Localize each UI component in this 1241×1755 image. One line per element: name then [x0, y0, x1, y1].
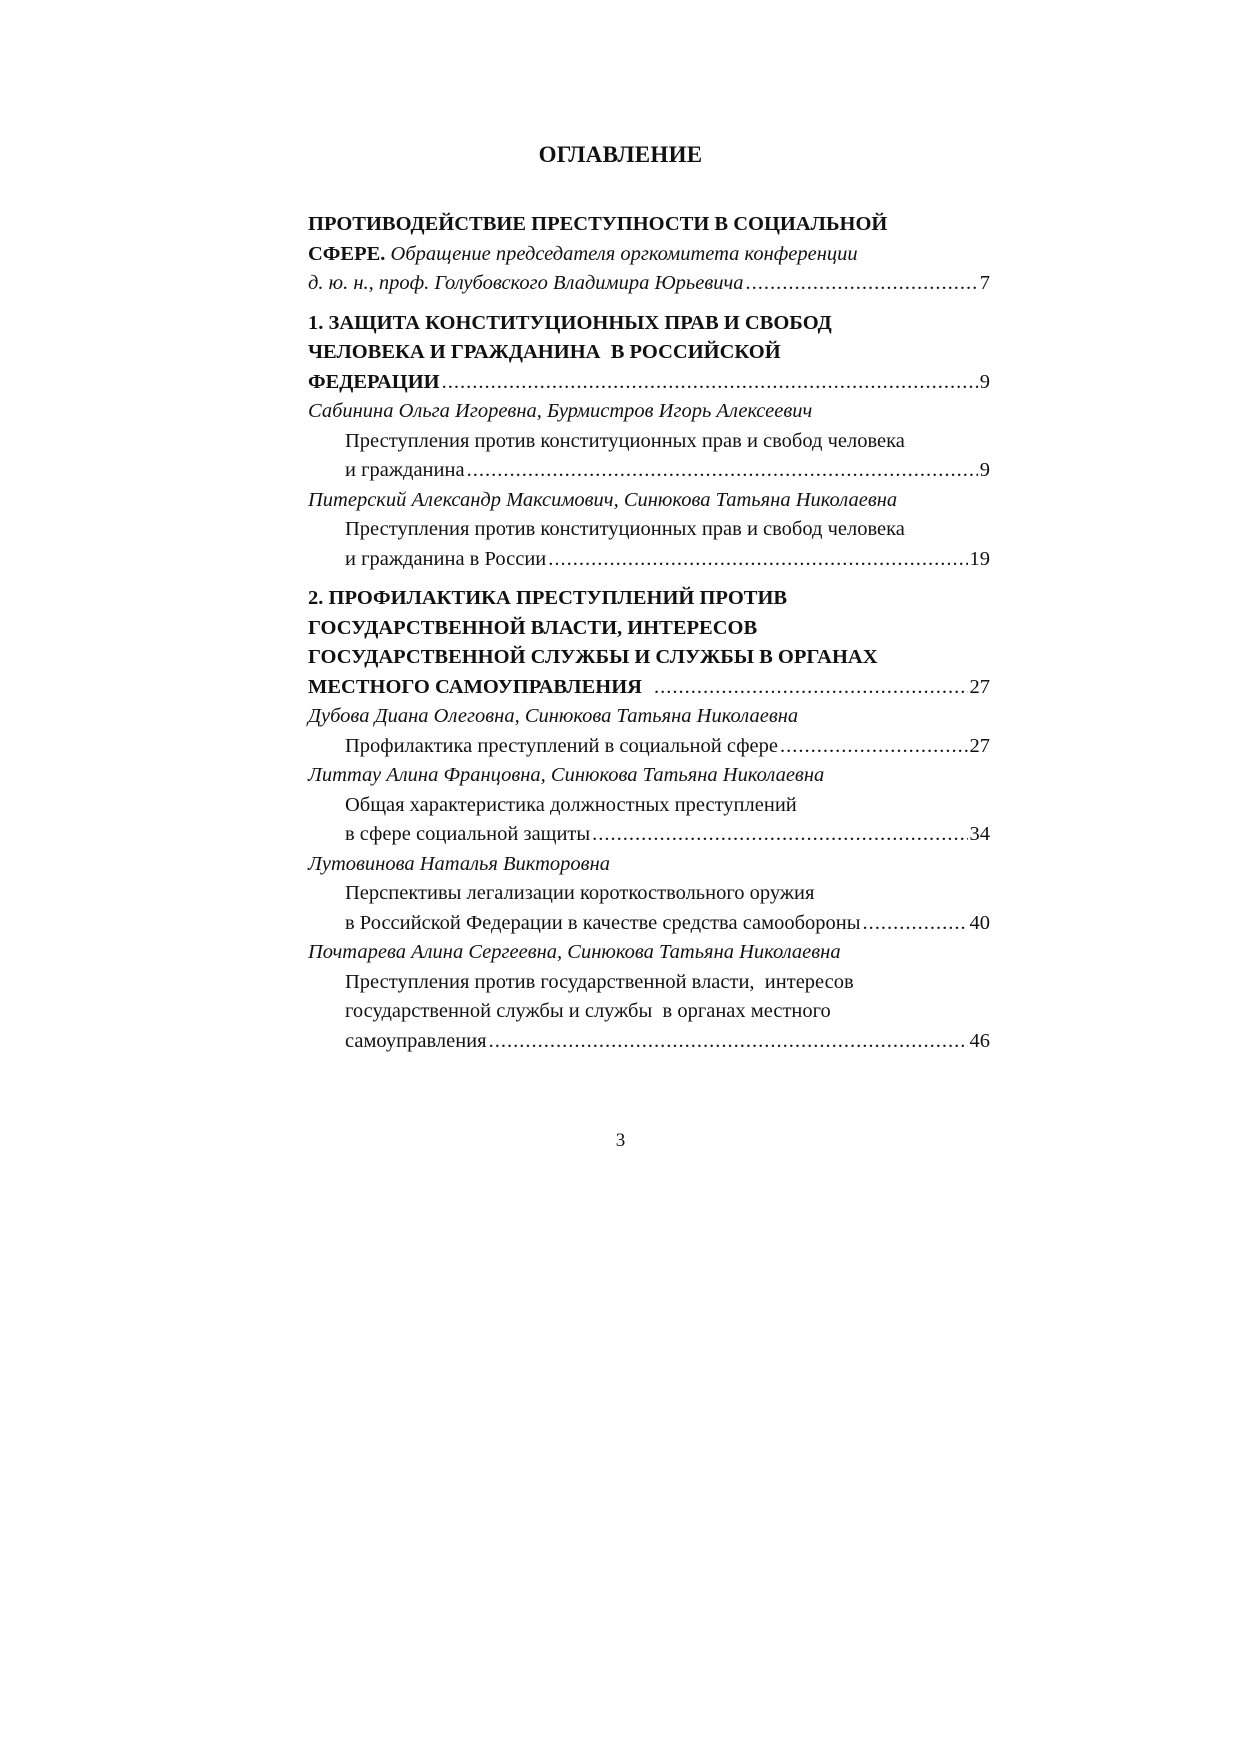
dot-leader [489, 1027, 968, 1057]
intro-title-sphere: СФЕРЕ. [308, 242, 386, 265]
page-ref: 7 [979, 272, 990, 294]
page-ref: 9 [979, 370, 990, 393]
toc-entry[interactable] [308, 1027, 990, 1057]
entry-authors: Дубова Диана Олеговна, Синюкова Татьяна Николаевна [308, 705, 799, 727]
section2-title-line4: МЕСТНОГО САМОУПРАВЛЕНИЯ [308, 675, 642, 698]
entry-title: Общая характеристика должностных преступлений [345, 793, 797, 816]
page-ref: 9 [979, 459, 990, 481]
table-of-contents [308, 210, 990, 1056]
toc-entry-intro[interactable] [308, 269, 990, 299]
dot-leader [592, 820, 967, 850]
entry-title: Преступления против конституционных прав и свобод человека [345, 518, 905, 540]
entry-title-last: самоуправления [345, 1029, 487, 1052]
entry-authors: Питерский Александр Максимович, Синюкова Татьяна Николаевна [308, 488, 898, 511]
section1-title-line3: ФЕДЕРАЦИИ [308, 370, 440, 393]
dot-leader [654, 673, 968, 703]
dot-leader [780, 732, 968, 762]
section2-title-line2: ГОСУДАРСТВЕННОЙ ВЛАСТИ, ИНТЕРЕСОВ [308, 616, 758, 639]
entry-authors: Литтау Алина Францовна, Синюкова Татьяна Николаевна [308, 764, 825, 786]
page-ref: 34 [969, 823, 990, 845]
toc-entry[interactable] [308, 820, 990, 850]
toc-entry[interactable] [308, 545, 990, 575]
entry-title: государственной службы и службы в органах местного [345, 1000, 831, 1022]
intro-author: д. ю. н., проф. Голубовского Владимира Юрьевича [308, 272, 744, 294]
entry-title: Перспективы легализации короткоствольного оружия [345, 882, 815, 904]
entry-authors: Лутовинова Наталья Викторовна [308, 852, 610, 875]
page-ref: 46 [969, 1029, 990, 1052]
toc-entry-section1[interactable] [308, 368, 990, 398]
dot-leader [467, 456, 978, 486]
page-ref: 19 [969, 547, 990, 570]
entry-title-last: и гражданина [345, 459, 465, 481]
entry-authors: Почтарева Алина Сергеевна, Синюкова Татьяна Николаевна [308, 941, 841, 963]
section1-title-line2: ЧЕЛОВЕКА И ГРАЖДАНИНА В РОССИЙСКОЙ [308, 341, 781, 363]
page-ref: 40 [969, 911, 990, 934]
entry-title: Преступления против конституционных прав и свобод человека [345, 429, 905, 452]
entry-title-last: в Российской Федерации в качестве средства самообороны [345, 911, 861, 934]
section2-title-line1: 2. ПРОФИЛАКТИКА ПРЕСТУПЛЕНИЙ ПРОТИВ [308, 587, 788, 609]
section1-title-line1: 1. ЗАЩИТА КОНСТИТУЦИОННЫХ ПРАВ И СВОБОД [308, 311, 832, 334]
toc-entry[interactable] [308, 732, 990, 762]
entry-title-last: и гражданина в России [345, 547, 547, 570]
intro-address: Обращение председателя оргкомитета конференции [385, 242, 858, 265]
intro-title-line1: ПРОТИВОДЕЙСТВИЕ ПРЕСТУПНОСТИ В СОЦИАЛЬНОЙ [308, 213, 888, 235]
intro-title-line2 [308, 240, 990, 270]
entry-authors: Сабинина Ольга Игоревна, Бурмистров Игорь Алексеевич [308, 400, 813, 422]
toc-entry[interactable] [308, 909, 990, 939]
dot-leader [746, 269, 978, 299]
dot-leader [863, 909, 968, 939]
page-title: ОГЛАВЛЕНИЕ [538, 142, 703, 167]
toc-entry-section2[interactable] [308, 673, 990, 703]
toc-entry[interactable] [308, 456, 990, 486]
page-number: 3 [615, 1130, 626, 1151]
dot-leader [442, 368, 978, 398]
entry-title-last: в сфере социальной защиты [345, 823, 591, 845]
entry-title: Преступления против государственной власти, интересов [345, 970, 854, 993]
section2-title-line3: ГОСУДАРСТВЕННОЙ СЛУЖБЫ И СЛУЖБЫ В ОРГАНАХ [308, 646, 878, 668]
page-ref: 27 [969, 675, 990, 698]
page-ref: 27 [969, 734, 990, 757]
dot-leader [548, 545, 967, 575]
entry-title-last: Профилактика преступлений в социальной сфере [345, 734, 778, 757]
